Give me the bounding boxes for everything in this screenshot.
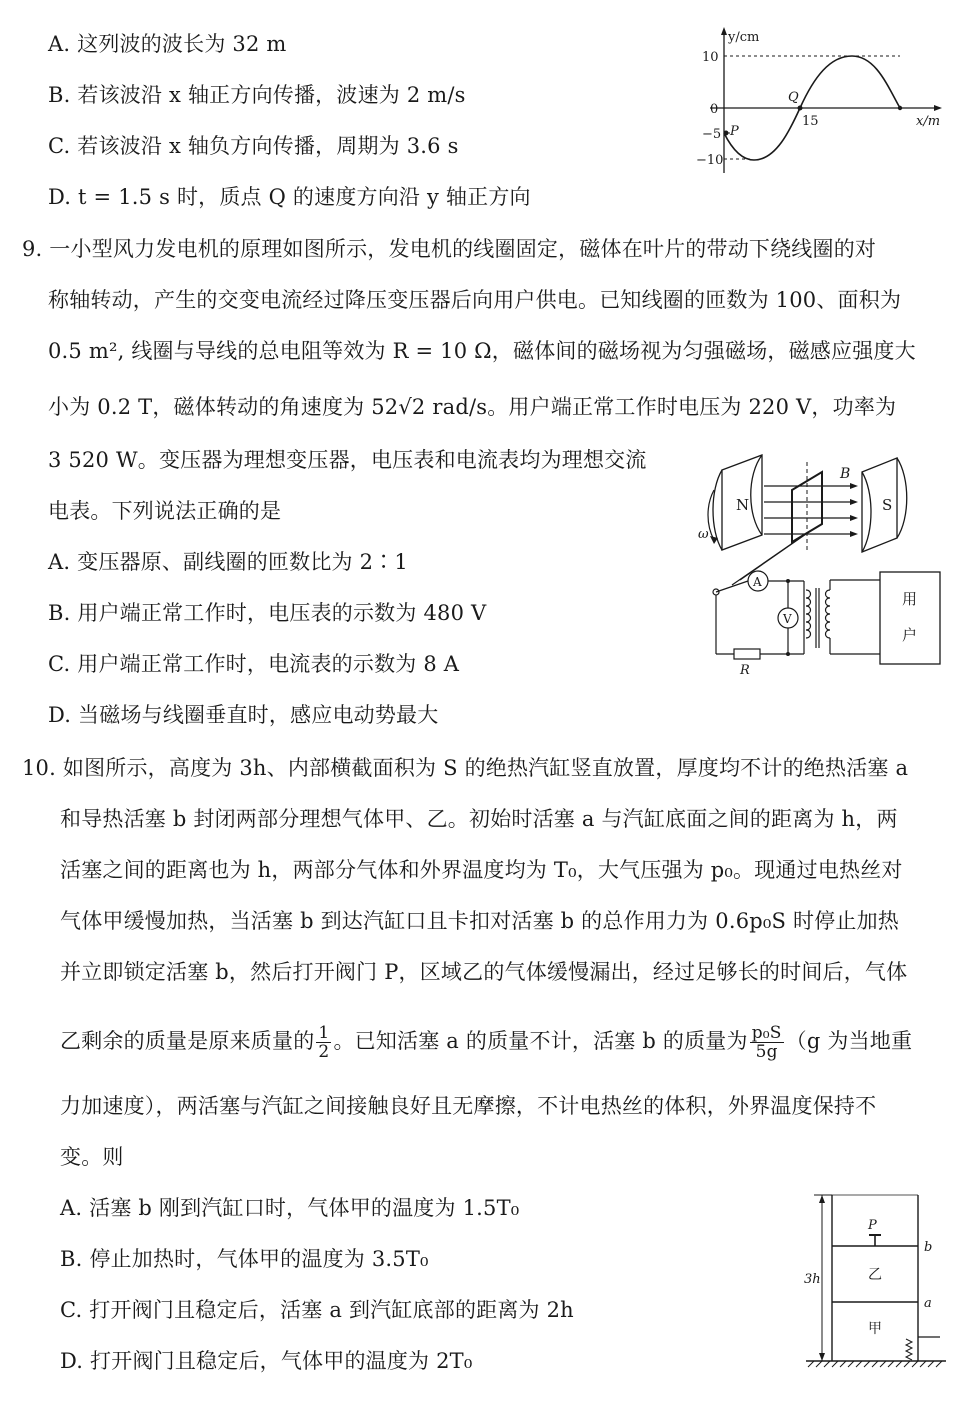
q9-stem-line-6: 电表。下列说法正确的是: [48, 499, 282, 523]
x-axis-label: x/m: [916, 114, 941, 129]
q9-stem-line-3: 0.5 m², 线圈与导线的总电阻等效为 R = 10 Ω，磁体间的磁场视为匀强磁场，磁感应强度大: [48, 339, 916, 363]
q10-option-b: B. 停止加热时，气体甲的温度为 3.5T₀: [60, 1247, 429, 1271]
omega-label: ω: [698, 527, 709, 542]
q10-option-d: D. 打开阀门且稳定后，气体甲的温度为 2T₀: [60, 1349, 473, 1373]
half-fraction: [316, 1024, 331, 1061]
mass-numerator: p₀S: [751, 1023, 782, 1043]
q10-stem-line-8: 变。则: [60, 1145, 124, 1169]
user-label-2: 户: [902, 626, 918, 644]
point-q-label: Q: [788, 90, 799, 105]
generator-figure: [692, 450, 962, 682]
q10-line6-part-b: 。已知活塞 a 的质量不计，活塞 b 的质量为: [333, 1029, 748, 1053]
cylinder-figure: [800, 1185, 950, 1377]
mass-denominator: 5g: [755, 1042, 778, 1062]
q10-stem-line-6: [60, 1024, 912, 1061]
q10-stem-line-3: 活塞之间的距离也为 h，两部分气体和外界温度均为 T₀，大气压强为 p₀。现通过电热丝对: [60, 858, 903, 882]
voltmeter-label: V: [783, 612, 792, 626]
q10-stem-line-2: 和导热活塞 b 封闭两部分理想气体甲、乙。初始时活塞 a 与汽缸底面之间的距离为 h，两: [60, 807, 898, 831]
y-tick-0: 0: [710, 102, 719, 117]
y-axis-label: y/cm: [728, 30, 760, 45]
field-b-label: B: [840, 466, 851, 482]
y-tick-10: 10: [702, 50, 719, 65]
height-3h-label: 3h: [804, 1272, 821, 1287]
q8-option-d: D. t = 1.5 s 时，质点 Q 的速度方向沿 y 轴正方向: [48, 185, 531, 209]
q9-option-a: A. 变压器原、副线圈的匝数比为 2∶1: [48, 550, 408, 574]
q9-option-d: D. 当磁场与线圈垂直时，感应电动势最大: [48, 703, 439, 727]
valve-p-label: P: [868, 1218, 877, 1233]
q10-line6-part-c: （g 为当地重: [785, 1029, 913, 1053]
resistor-label: R: [740, 663, 750, 678]
q8-option-c: C. 若该波沿 x 轴负方向传播，周期为 3.6 s: [48, 134, 459, 158]
point-p-label: P: [730, 124, 739, 139]
y-tick-minus-5: −5: [702, 127, 722, 142]
q8-option-b: B. 若该波沿 x 轴正方向传播，波速为 2 m/s: [48, 83, 466, 107]
half-numerator: 1: [318, 1023, 330, 1043]
q10-option-c: C. 打开阀门且稳定后，活塞 a 到汽缸底部的距离为 2h: [60, 1298, 574, 1322]
magnet-s-label: S: [882, 496, 893, 514]
mass-fraction: [750, 1024, 784, 1061]
q9-stem-line-5: 3 520 W。变压器为理想变压器，电压表和电流表均为理想交流: [48, 448, 647, 472]
wave-figure: [690, 25, 950, 175]
gas-yi-label: 乙: [868, 1267, 882, 1283]
x-tick-15: 15: [802, 114, 819, 129]
q10-stem-line-5: 并立即锁定活塞 b，然后打开阀门 P，区域乙的气体缓慢漏出，经过足够长的时间后，气体: [60, 960, 908, 984]
q9-stem-line-2: 称轴转动，产生的交变电流经过降压变压器后向用户供电。已知线圈的匝数为 100、面积为: [48, 288, 902, 312]
y-tick-minus-10: −10: [696, 153, 724, 168]
q10-stem-line-7: 力加速度），两活塞与汽缸之间接触良好且无摩擦，不计电热丝的体积，外界温度保持不: [60, 1094, 877, 1118]
user-label-1: 用: [902, 590, 918, 608]
piston-a-label: a: [924, 1296, 932, 1311]
q10-line6-part-a: 乙剩余的质量是原来质量的: [60, 1029, 315, 1053]
q9-stem-line-1: 9. 一小型风力发电机的原理如图所示，发电机的线圈固定，磁体在叶片的带动下绕线圈的对: [22, 237, 877, 261]
half-denominator: 2: [318, 1042, 330, 1062]
q9-option-c: C. 用户端正常工作时，电流表的示数为 8 A: [48, 652, 460, 676]
piston-b-label: b: [924, 1240, 933, 1255]
gas-jia-label: 甲: [868, 1321, 882, 1337]
q10-stem-line-1: 10. 如图所示，高度为 3h、内部横截面积为 S 的绝热汽缸竖直放置，厚度均不计的绝热活塞 a: [22, 756, 909, 780]
q10-stem-line-4: 气体甲缓慢加热，当活塞 b 到达汽缸口且卡扣对活塞 b 的总作用力为 0.6p₀S 时停止加热: [60, 909, 899, 933]
ammeter-label: A: [753, 575, 762, 589]
q10-option-a: A. 活塞 b 刚到汽缸口时，气体甲的温度为 1.5T₀: [60, 1196, 520, 1220]
magnet-n-label: N: [736, 496, 750, 514]
q8-option-a: A. 这列波的波长为 32 m: [48, 32, 287, 56]
q9-stem-line-4: 小为 0.2 T，磁体转动的角速度为 52√2 rad/s。用户端正常工作时电压为 220 V，功率为: [48, 395, 897, 419]
q9-option-b: B. 用户端正常工作时，电压表的示数为 480 V: [48, 601, 487, 625]
